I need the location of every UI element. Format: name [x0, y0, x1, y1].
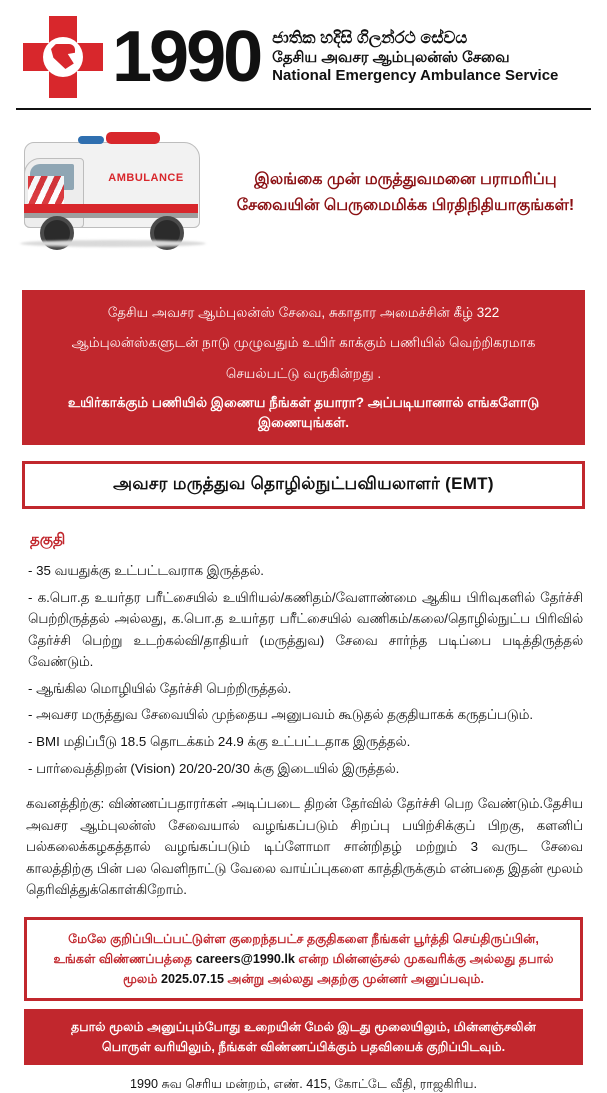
- intro-line-1: தேசிய அவசர ஆம்புலன்ஸ் சேவை, சுகாதார அமைச்சின் கீழ் 322: [107, 305, 500, 320]
- title-sinhala: ජාතික හදිසි ගිලන්රථ සේවය: [272, 28, 468, 47]
- apply-instructions-box: [24, 917, 583, 1001]
- list-item: - BMI மதிப்பீடு 18.5 தொடக்கம் 24.9 க்கு உட்பட்டதாக இருத்தல்.: [28, 734, 411, 750]
- apply-line-3-suffix: அன்று அல்லது அதற்கு முன்னர் அனுப்பவும்.: [224, 972, 485, 987]
- intro-question: உயிர்காக்கும் பணியில் இணைய நீங்கள் தயாரா? அப்படியானால் எங்களோடு இணையுங்கள்.: [67, 394, 540, 431]
- apply-line-3: [37, 969, 570, 989]
- intro-line-3: செயல்பட்டு வருகின்றது .: [225, 365, 382, 381]
- hero-section: [14, 118, 593, 268]
- attention-note: கவனத்திற்கு: விண்ணப்பதாரர்கள் அடிப்படை திறன் தேர்வில் தேர்ச்சி பெற வேண்டும்.தேசிய அவசர ஆம்புலன்ஸ் சேவையால் வழங்கப்படும் சிறப்பு பயிற்சிக்குப் பிறகு, களனிப் பல்கலைக்கழகத்தால் வழங்கப்படும் டிப்ளோமா சான்றிதழ் மற்றும் 3 வருட சேவை காலத்திற்கு பின் பல வெளிநாட்டு வேலை வாய்ப்புகளை காத்திருக்கும் என்பதை இதன் மூலம் தெரிவித்துக்கொள்கிறோம்.: [26, 796, 583, 898]
- ambulance-red-stripe: [24, 204, 198, 213]
- hero-slogan: [224, 167, 593, 218]
- phone-icon: [43, 37, 83, 77]
- list-item: - பார்வைத்திறன் (Vision) 20/20-20/30 க்கு இடையில் இருத்தல்.: [28, 760, 400, 776]
- ambulance-chevrons: [28, 176, 64, 206]
- title-english: National Emergency Ambulance Service: [272, 67, 559, 85]
- postal-note-box: [24, 1009, 583, 1065]
- ambulance-shadow: [20, 240, 206, 247]
- intro-box: [22, 290, 585, 445]
- title-tamil: தேசிய அவசர ஆம்புலன்ஸ் சேவை: [272, 48, 510, 66]
- apply-line-1: மேலே குறிப்பிடப்பட்டுள்ள குறைந்தபட்ச தகுதிகளை நீங்கள் பூர்த்தி செய்திருப்பின்,: [68, 931, 539, 946]
- careers-email[interactable]: careers@1990.lk: [195, 951, 295, 966]
- red-cross-phone-logo: [20, 14, 106, 100]
- intro-line-2: ஆம்புலன்ஸ்களுடன் நாடு முழுவதும் உயிர் காக்கும் பணியில் வெற்றிகரமாக: [71, 335, 536, 351]
- ambulance-label: AMBULANCE: [108, 172, 184, 184]
- apply-line-2: [37, 949, 570, 969]
- ambulance-illustration: [14, 118, 224, 268]
- list-item: - ஆங்கில மொழியில் தேர்ச்சி பெற்றிருத்தல்.: [28, 680, 292, 696]
- list-item: - க.பொ.த உயர்தர பரீட்சையில் உயிரியல்/கணிதம்/வேளாண்மை ஆகிய பிரிவுகளில் தேர்ச்சி பெற்றிருத்தல் அல்லது, க.பொ.த உயர்தர பரீட்சையில் வணிகம்/கலை/தொழில்நுட்ப பிரிவில் தேர்ச்சி பெற்று உடற்கல்வி/தாதியர் (மருத்துவ) சேவை சார்ந்த படிப்பை படித்திருத்தல் வேண்டும்.: [28, 589, 583, 670]
- header: [14, 0, 593, 104]
- deadline-date: 2025.07.15: [161, 972, 225, 987]
- ambulance-light-bar: [106, 132, 160, 144]
- apply-line-2-prefix: உங்கள் விண்ணப்பத்தை: [53, 951, 196, 966]
- position-title-box: [22, 461, 585, 509]
- apply-line-3-prefix: மூலம்: [122, 972, 162, 987]
- hero-slogan-line-2: சேவையின் பெருமைமிக்க பிரதிநிதியாகுங்கள்!: [236, 197, 575, 214]
- header-titles: [272, 28, 558, 86]
- qualifications-heading: தகுதி: [30, 531, 66, 549]
- qualifications-list: [28, 560, 583, 779]
- header-divider: [16, 108, 591, 110]
- list-item: - அவசர மருத்துவ சேவையில் முந்தைய அனுபவம் கூடுதல் தகுதியாகக் கருதப்படும்.: [28, 707, 534, 723]
- hero-slogan-line-1: இலங்கை முன் மருத்துவமனை பராமரிப்பு: [254, 171, 557, 189]
- hotline-number: 1990: [112, 17, 261, 97]
- ambulance-blue-light: [78, 136, 104, 144]
- postal-note-line-2: பொருள் வரியிலும், நீங்கள் விண்ணப்பிக்கும் பதவியைக் குறிப்பிடவும்.: [101, 1040, 506, 1055]
- apply-line-2-suffix: என்ற மின்னஞ்சல் முகவரிக்கு அல்லது தபால்: [294, 951, 554, 966]
- postal-note-line-1: தபால் மூலம் அனுப்பும்போது உறையின் மேல் இடது மூலையிலும், மின்னஞ்சலின்: [71, 1020, 536, 1035]
- office-address: 1990 சுவ செரிய மன்றம், எண். 415, கோட்டே வீதி, ராஜகிரிய.: [129, 1077, 478, 1092]
- list-item: - 35 வயதுக்கு உட்பட்டவராக இருத்தல்.: [28, 563, 264, 579]
- position-title: அவசர மருத்துவ தொழில்நுட்பவியலாளர் (EMT): [113, 474, 494, 494]
